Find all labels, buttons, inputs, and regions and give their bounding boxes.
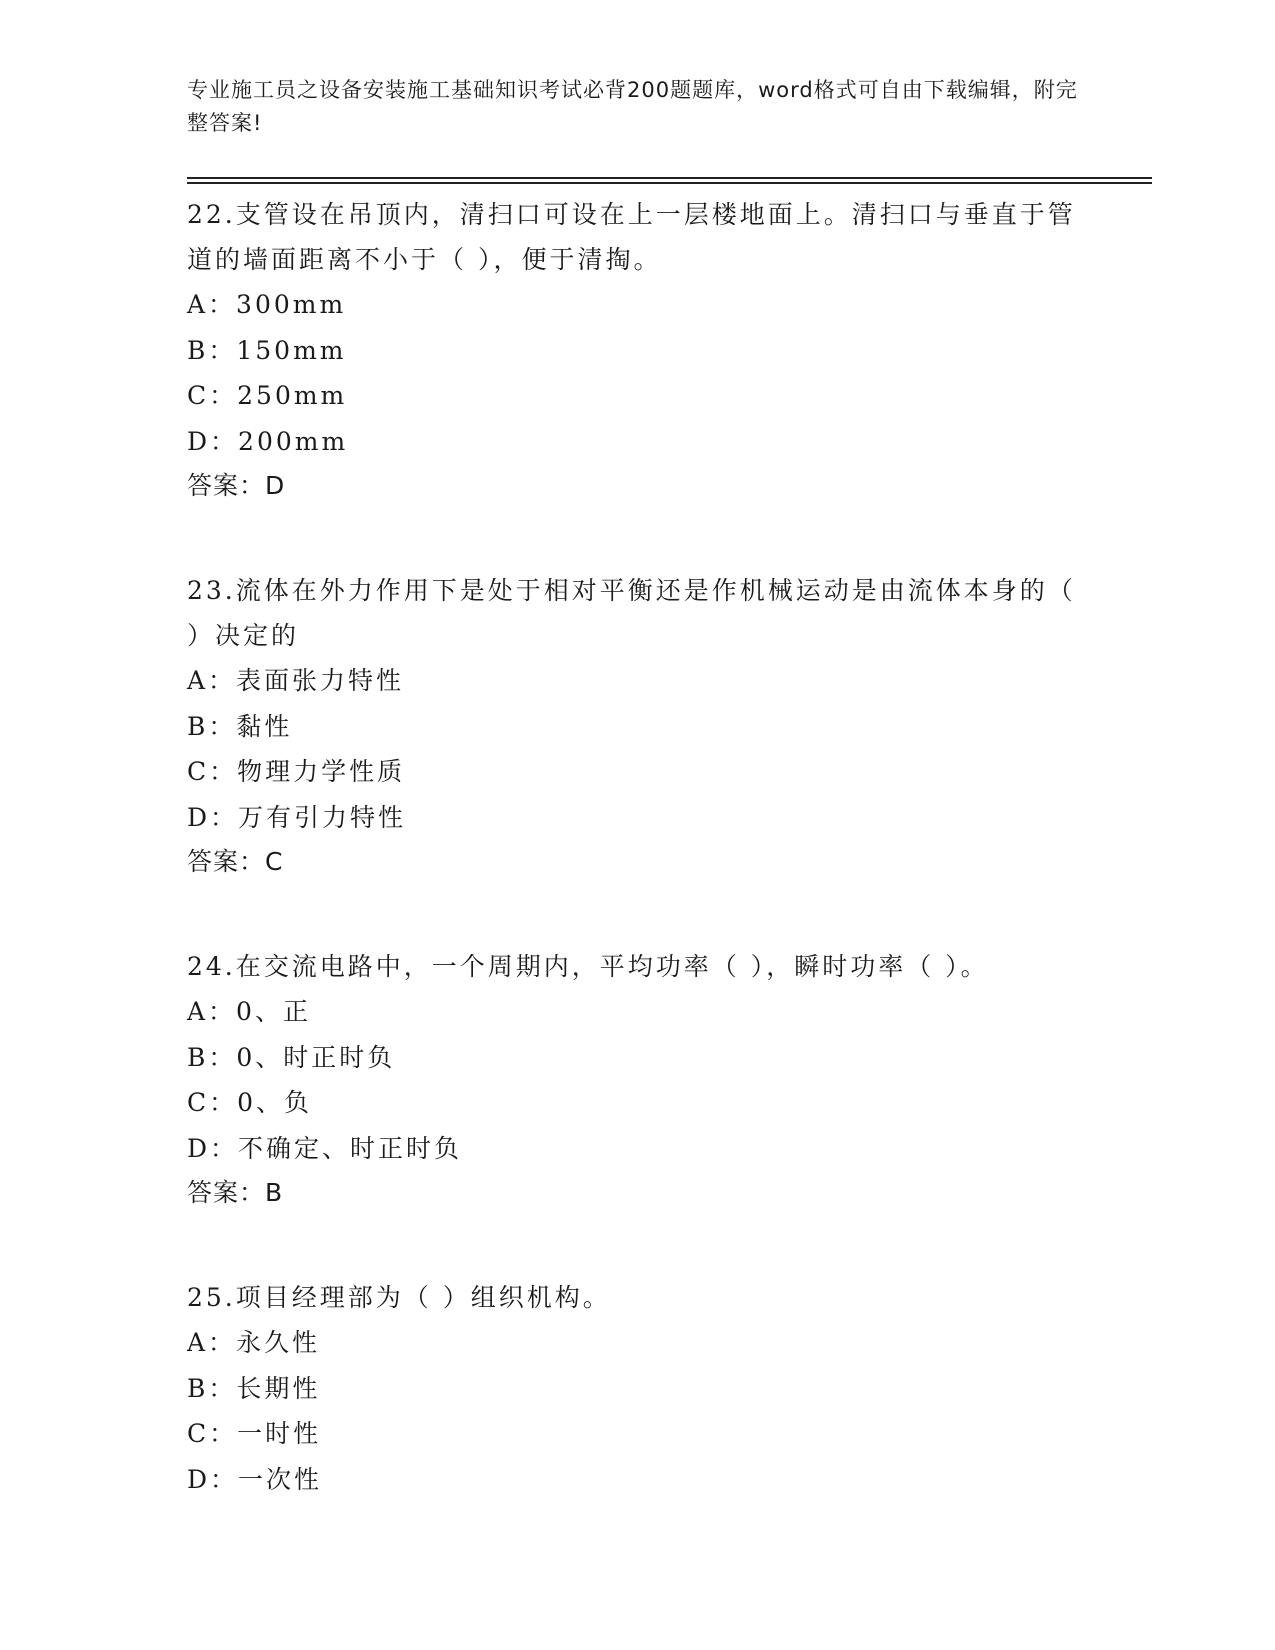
option-d: D：一次性 xyxy=(187,1464,323,1494)
option-d: D：不确定、时正时负 xyxy=(187,1133,463,1163)
question-stem: 22.支管设在吊顶内，清扫口可设在上一层楼地面上。清扫口与垂直于管道的墙面距离不小于（ ），便于清掏。 xyxy=(187,200,1076,274)
question-list xyxy=(187,192,1087,1516)
option-a: A：0、正 xyxy=(187,997,311,1026)
question-24 xyxy=(187,944,1087,1261)
answer-label: 答案：B xyxy=(187,1178,284,1207)
option-c: C：物理力学性质 xyxy=(187,757,406,786)
question-22 xyxy=(187,192,1087,554)
option-b: B：0、时正时负 xyxy=(187,1042,396,1072)
option-d: D：万有引力特性 xyxy=(187,802,407,832)
option-d: D：200mm xyxy=(187,426,349,456)
question-25 xyxy=(187,1275,1087,1502)
option-c: C：0、负 xyxy=(187,1088,313,1117)
option-a: A：永久性 xyxy=(187,1328,321,1357)
option-c: C：一时性 xyxy=(187,1419,322,1448)
header-divider-bottom xyxy=(187,182,1152,184)
document-header: 专业施工员之设备安装施工基础知识考试必背200题题库，word格式可自由下载编辑，附完整答案! xyxy=(187,78,1078,135)
option-c: C：250mm xyxy=(187,381,348,410)
option-a: A：300mm xyxy=(187,290,347,319)
question-stem: 23.流体在外力作用下是处于相对平衡还是作机械运动是由流体本身的（ ）决定的 xyxy=(187,576,1076,650)
option-b: B：长期性 xyxy=(187,1373,321,1403)
question-stem: 24.在交流电路中，一个周期内，平均功率（ ），瞬时功率（ ）。 xyxy=(187,952,989,981)
question-stem: 25.项目经理部为（ ）组织机构。 xyxy=(187,1283,611,1312)
question-23 xyxy=(187,568,1087,930)
answer-label: 答案：D xyxy=(187,471,286,500)
option-a: A：表面张力特性 xyxy=(187,666,405,695)
option-b: B：150mm xyxy=(187,335,347,365)
option-b: B：黏性 xyxy=(187,711,293,741)
header-divider-top xyxy=(187,177,1152,179)
answer-label: 答案：C xyxy=(187,847,284,876)
